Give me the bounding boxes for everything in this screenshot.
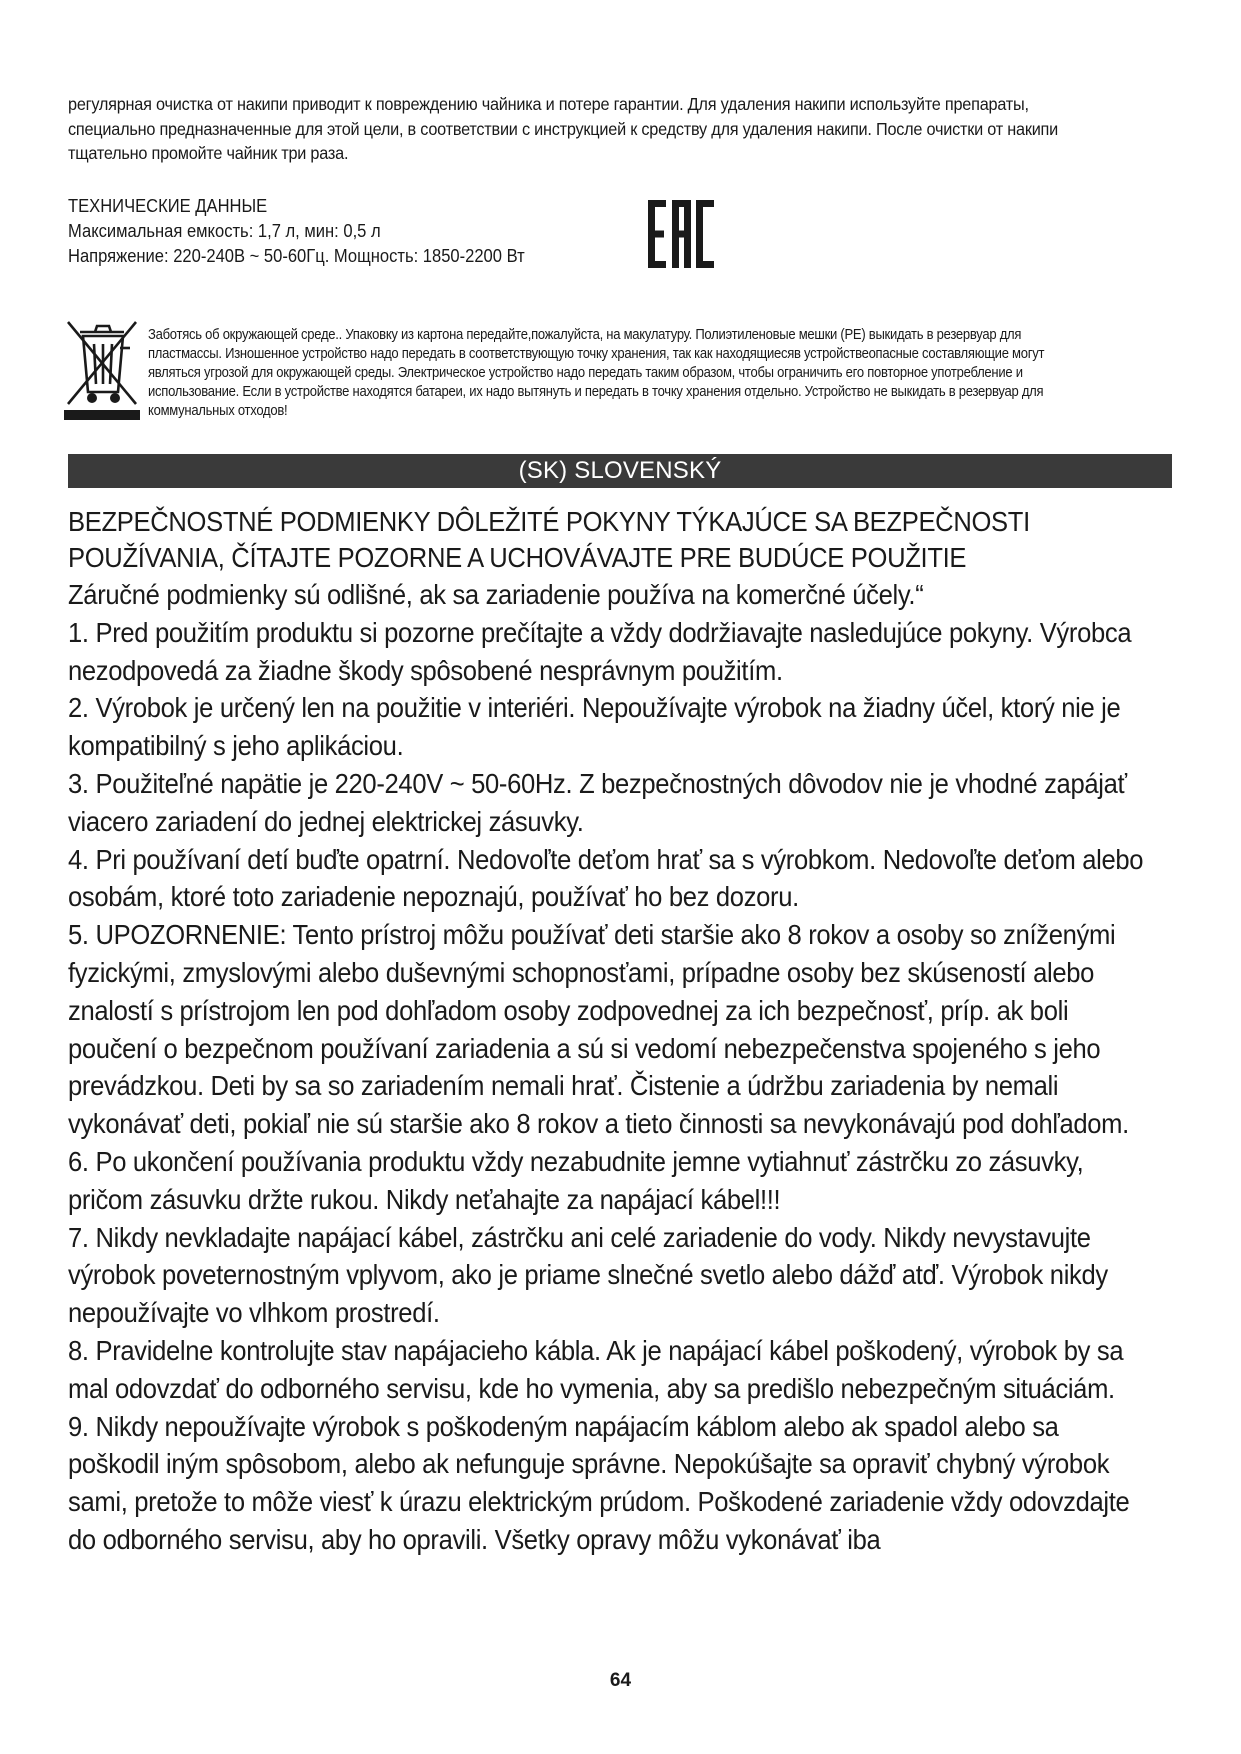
environment-notice: [148, 326, 1057, 421]
eac-mark-icon: [648, 200, 714, 268]
capacity-spec: Максимальная емкость: 1,7 л, мин: 0,5 л: [68, 221, 381, 241]
warranty-note: Záručné podmienky sú odlišné, ak sa zariadenie používa na komerčné účely.“: [68, 579, 924, 610]
instruction-item: 9. Nikdy nepoužívajte výrobok s poškodeným napájacím káblom alebo ak spadol alebo sa poškodil iným spôsobom, alebo ak nefunguje správne. Nepokúšajte sa opraviť chybný výrobok sami, pretože to môže viesť k úrazu elektrickým prúdom. Poškodené zariadenie vždy odovzdajte do odborného servisu, aby ho opravili. Všetky opravy môžu vykonávať iba: [68, 1410, 1130, 1555]
instruction-item: 5. UPOZORNENIE: Tento prístroj môžu používať deti staršie ako 8 rokov a osoby so zníženými fyzickými, zmyslovými alebo duševnými schopnosťami, prípadne osoby bez skúseností alebo znalostí s prístrojom len pod dohľadom osoby zodpovednej za ich bezpečnosť, príp. ak boli poučení o bezpečnom používaní zariadenia a sú si vedomí nebezpečenstva spojeného s jeho prevádzkou. Deti by sa so zariadením nemali hrať. Čistenie a údržbu zariadenia by nemali vykonávať deti, pokiaľ nie sú staršie ako 8 rokov a tieto činnosti sa nevykonávajú pod dohľadom.: [68, 919, 1129, 1140]
instruction-item: 8. Pravidelne kontrolujte stav napájacieho kábla. Ak je napájací kábel poškodený, výrobok by sa mal odovzdať do odborného servisu, kde ho vymenia, aby sa predišlo nebezpečným situáciám.: [68, 1334, 1124, 1404]
instruction-item: 4. Pri používaní detí buďte opatrní. Nedovoľte deťom hrať sa s výrobkom. Nedovoľte deťom alebo osobám, ktoré toto zariadenie nepoznajú, používať ho bez dozoru.: [68, 843, 1144, 913]
descaling-paragraph: [68, 92, 1100, 166]
voltage-spec: Напряжение: 220-240В ~ 50-60Гц. Мощность: 1850-2200 Вт: [68, 246, 525, 266]
instruction-item: 6. Po ukončení používania produktu vždy nezabudnite jemne vytiahnuť zástrčku zo zásuvky, pričom zásuvku držte rukou. Nikdy neťahajte za napájací kábel!!!: [68, 1145, 1084, 1215]
section-title: (SK) SLOVENSKÝ: [518, 457, 722, 484]
safety-heading: BEZPEČNOSTNÉ PODMIENKY DÔLEŽITÉ POKYNY TÝKAJÚCE SA BEZPEČNOSTI POUŽÍVANIA, ČÍTAJTE POZORNE A UCHOVÁVAJTE PRE BUDÚCE POUŽITIE: [68, 506, 1030, 573]
instruction-item: 3. Použiteľné napätie je 220-240V ~ 50-60Hz. Z bezpečnostných dôvodov nie je vhodné zapájať viacero zariadení do jednej elektrickej zásuvky.: [68, 767, 1127, 837]
descaling-text: регулярная очистка от накипи приводит к повреждению чайника и потере гарантии. Для удаления накипи используйте препараты, специально предназначенные для этой цели, в соответствии с инструкцией к средству для удаления накипи. После очистки от накипи тщательно промойте чайник три раза.: [68, 94, 1058, 163]
safety-instructions: [68, 504, 1156, 1559]
technical-data: [68, 194, 583, 269]
page-number: 64: [609, 1670, 632, 1691]
technical-data-heading: ТЕХНИЧЕСКИЕ ДАННЫЕ: [68, 196, 268, 216]
instruction-item: 1. Pred použitím produktu si pozorne prečítajte a vždy dodržiavajte nasledujúce pokyny. Výrobca nezodpovedá za žiadne škody spôsobené nesprávnym použitím.: [68, 616, 1132, 686]
instruction-item: 7. Nikdy nevkladajte napájací kábel, zástrčku ani celé zariadenie do vody. Nikdy nevystavujte výrobok poveternostným vplyvom, ako je priame slnečné svetlo alebo dážď atď. Výrobok nikdy nepoužívajte vo vlhkom prostredí.: [68, 1221, 1108, 1329]
crossed-out-wheelie-bin-icon: [64, 318, 140, 420]
section-header-bar: [68, 454, 1172, 488]
environment-text: Заботясь об окружающей среде.. Упаковку из картона передайте,пожалуйста, на макулатуру. Полиэтиленовые мешки (PE) выкидать в резервуар для пластмассы. Изношенное устройство надо передать в соответствующую точку хранения, так как находящиесяв устройствеопасные составляющие могут являться угрозой для окружающей среды. Электрическое устройство надо передать таким образом, чтобы ограничить его повторное употребление и использование. Если в устройстве находятся батареи, их надо вытянуть и передать в точку хранения отдельно. Устройство не выкидать в резервуар для коммунальных отходов!: [148, 327, 1045, 419]
instruction-item: 2. Výrobok je určený len na použitie v interiéri. Nepoužívajte výrobok na žiadny účel, ktorý nie je kompatibilný s jeho aplikáciou.: [68, 692, 1121, 762]
